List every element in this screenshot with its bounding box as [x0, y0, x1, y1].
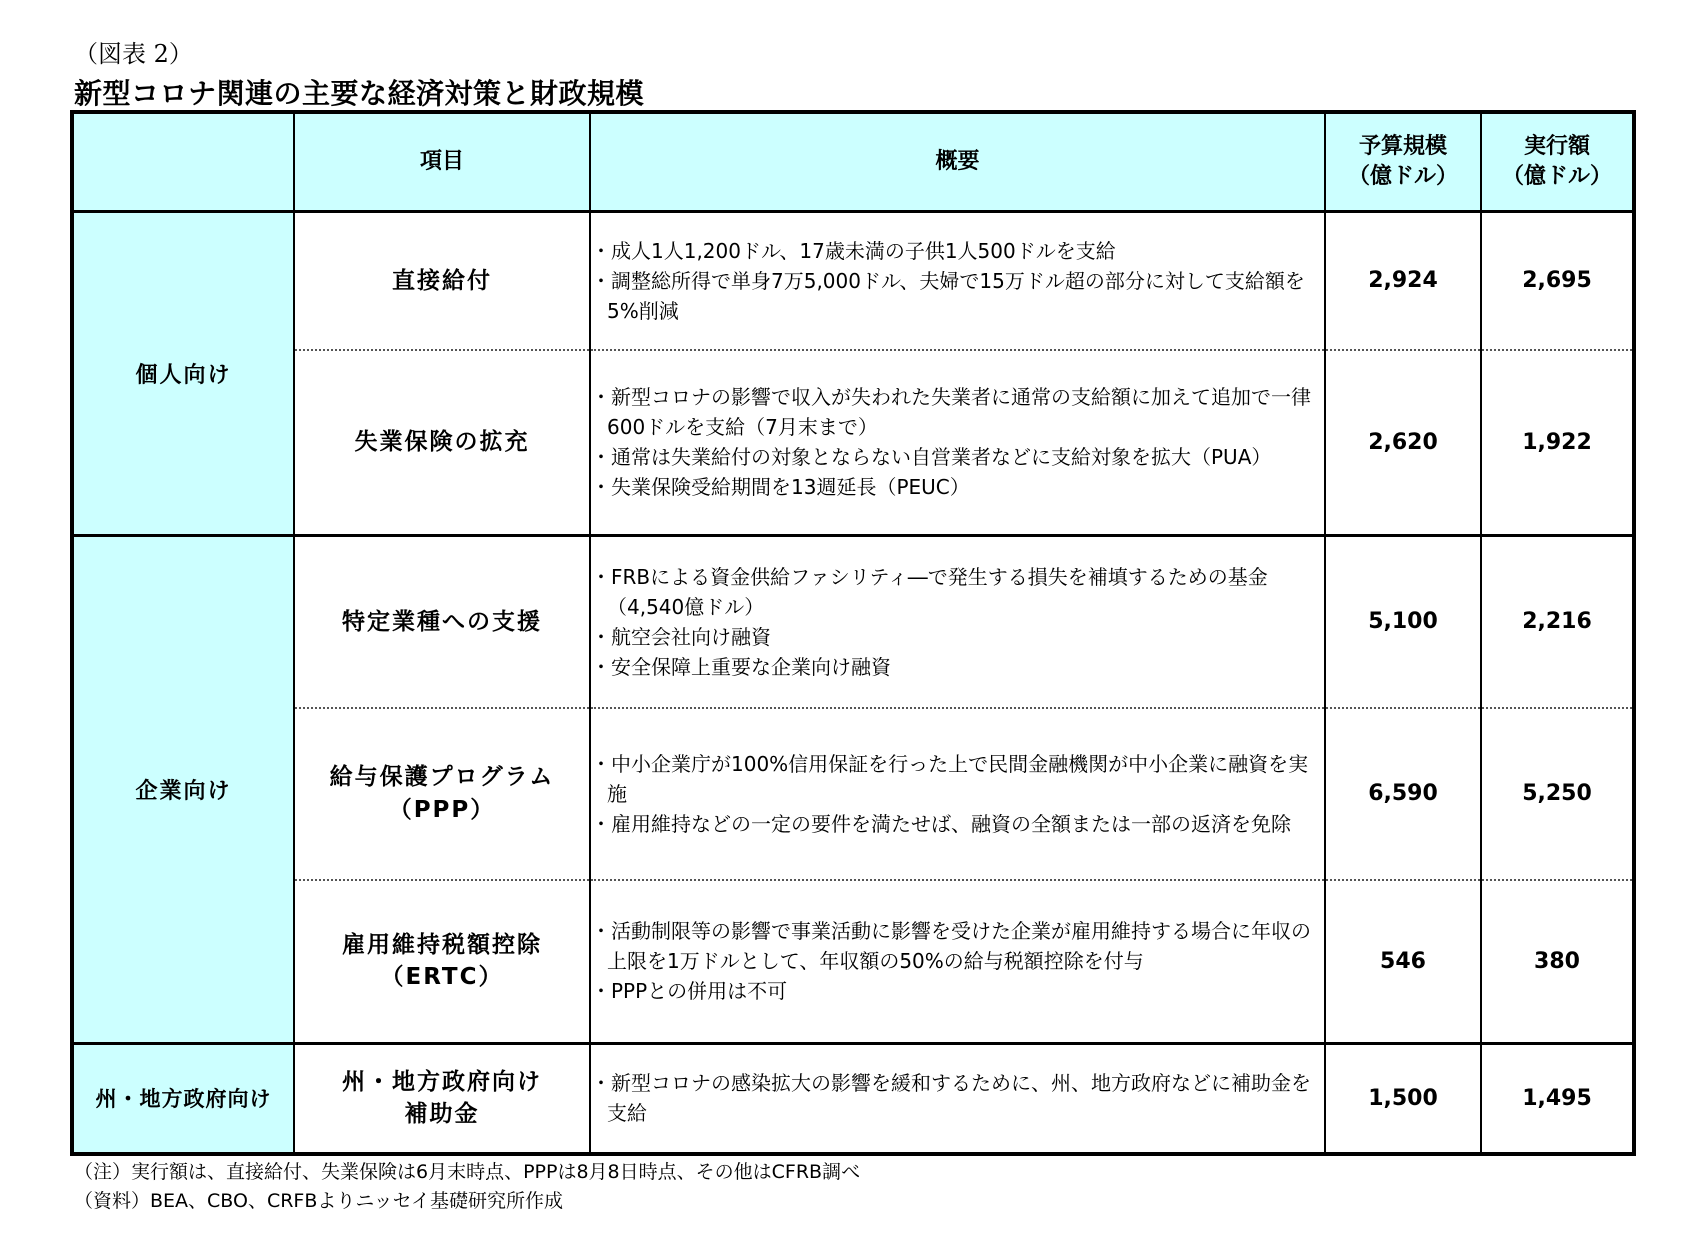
table-title: 新型コロナ関連の主要な経済対策と財政規模 — [74, 77, 645, 110]
header-budget — [1325, 112, 1481, 212]
item-name — [294, 350, 590, 536]
item-name-line1: 雇用維持税額控除 — [342, 932, 542, 959]
item-description — [590, 880, 1325, 1044]
budget-value: 2,924 — [1325, 212, 1481, 350]
source-line: （資料）BEA、CBO、CRFBよりニッセイ基礎研究所作成 — [74, 1190, 564, 1212]
item-name — [294, 536, 590, 708]
item-description — [590, 708, 1325, 880]
header-executed-line1: 実行額 — [1523, 134, 1590, 160]
item-name — [294, 880, 590, 1044]
description-bullet: ・中小企業庁が100%信用保証を行った上で民間金融機関が中小企業に融資を実施 — [591, 751, 1309, 806]
table-row — [72, 880, 1634, 1044]
header-executed — [1481, 112, 1634, 212]
item-name-line2: （ERTC） — [380, 964, 504, 991]
figure-label: （図表 2） — [74, 40, 193, 68]
item-name-line2: 補助金 — [404, 1101, 480, 1128]
group-state: 州・地方政府向け — [72, 1044, 294, 1154]
description-bullet: ・活動制限等の影響で事業活動に影響を受けた企業が雇用維持する場合に年収の上限を1万ドルとして、年収額の50%の給与税額控除を付与 — [591, 919, 1311, 974]
budget-value: 546 — [1325, 880, 1481, 1044]
item-description — [590, 212, 1325, 350]
budget-value: 6,590 — [1325, 708, 1481, 880]
header-summary: 概要 — [590, 112, 1325, 212]
header-budget-line2: （億ドル） — [1347, 164, 1458, 189]
executed-value: 2,216 — [1481, 536, 1634, 708]
item-description — [590, 350, 1325, 536]
description-bullet: ・新型コロナの影響で収入が失われた失業者に通常の支給額に加えて追加で一律600ドルを支給（7月末まで） — [591, 385, 1311, 440]
budget-value: 2,620 — [1325, 350, 1481, 536]
item-name — [294, 708, 590, 880]
budget-value: 1,500 — [1325, 1044, 1481, 1154]
item-name-line1: 州・地方政府向け — [342, 1069, 542, 1096]
group-business: 企業向け — [72, 536, 294, 1044]
item-name-line2: （PPP） — [388, 796, 496, 823]
item-name-line1: 給与保護プログラム — [329, 764, 555, 791]
table-row — [72, 536, 1634, 708]
description-bullet: ・安全保障上重要な企業向け融資 — [591, 654, 891, 679]
description-bullet: ・新型コロナの感染拡大の影響を緩和するために、州、地方政府などに補助金を支給 — [591, 1071, 1311, 1126]
description-bullet: ・成人1人1,200ドル、17歳未満の子供1人500ドルを支給 — [591, 238, 1116, 263]
table-row — [72, 350, 1634, 536]
header-item: 項目 — [294, 112, 590, 212]
header-budget-line1: 予算規模 — [1358, 134, 1447, 160]
item-name-line1: 失業保険の拡充 — [354, 429, 530, 456]
description-bullet: ・FRBによる資金供給ファシリティ―で発生する損失を補填するための基金（4,540億ドル） — [591, 564, 1268, 619]
executed-value: 1,495 — [1481, 1044, 1634, 1154]
group-individual: 個人向け — [72, 212, 294, 536]
item-description — [590, 1044, 1325, 1154]
measures-table — [70, 110, 1636, 1156]
table-row — [72, 1044, 1634, 1154]
item-name-line1: 特定業種への支援 — [342, 608, 542, 635]
header-executed-line2: （億ドル） — [1501, 164, 1612, 189]
footnotes — [74, 1158, 860, 1216]
description-bullet: ・航空会社向け融資 — [591, 624, 771, 649]
table-row — [72, 708, 1634, 880]
item-name — [294, 212, 590, 350]
executed-value: 380 — [1481, 880, 1634, 1044]
description-bullet: ・雇用維持などの一定の要件を満たせば、融資の全額または一部の返済を免除 — [591, 811, 1291, 836]
executed-value: 5,250 — [1481, 708, 1634, 880]
header-category — [72, 112, 294, 212]
executed-value: 2,695 — [1481, 212, 1634, 350]
executed-value: 1,922 — [1481, 350, 1634, 536]
table-row — [72, 212, 1634, 350]
description-bullet: ・PPPとの併用は不可 — [591, 979, 788, 1004]
item-name — [294, 1044, 590, 1154]
item-name-line1: 直接給付 — [392, 267, 492, 294]
description-bullet: ・通常は失業給付の対象とならない自営業者などに支給対象を拡大（PUA） — [591, 445, 1272, 470]
note-line: （注）実行額は、直接給付、失業保険は6月末時点、PPPは8月8日時点、その他はCFRB調べ — [74, 1161, 861, 1183]
budget-value: 5,100 — [1325, 536, 1481, 708]
item-description — [590, 536, 1325, 708]
description-bullet: ・調整総所得で単身7万5,000ドル、夫婦で15万ドル超の部分に対して支給額を5%削減 — [591, 268, 1305, 323]
description-bullet: ・失業保険受給期間を13週延長（PEUC） — [591, 475, 970, 500]
header-row — [72, 112, 1634, 212]
